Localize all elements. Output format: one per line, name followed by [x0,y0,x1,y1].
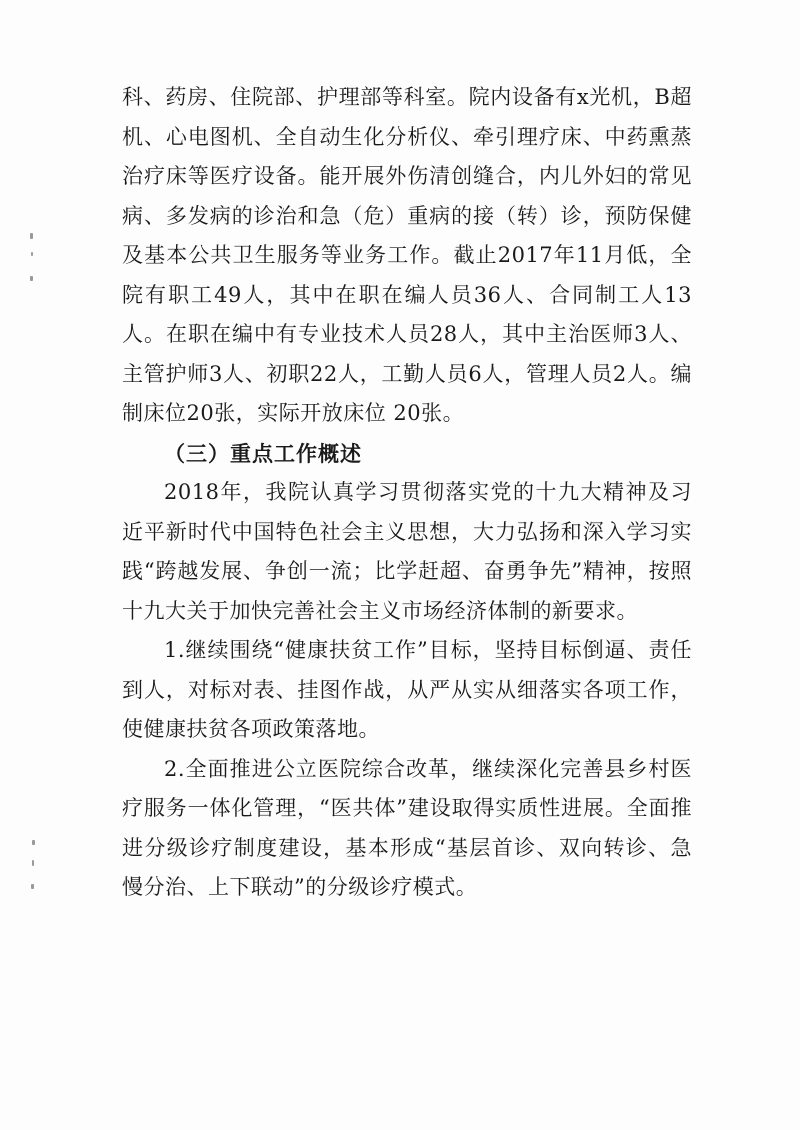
work-item-1: 1.继续围绕“健康扶贫工作”目标，坚持目标倒逼、责任到人，对标对表、挂图作战，从严从实从细落实各项工作，使健康扶贫各项政策落地。 [122,638,692,741]
work-item-2: 2.全面推进公立医院综合改革，继续深化完善县乡村医疗服务一体化管理，“医共体”建设取得实质性进展。全面推进分级诊疗制度建设，基本形成“基层首诊、双向转诊、急慢分治、上下联动”的分级诊疗模式。 [122,756,692,899]
scan-mark [32,840,35,845]
intro-paragraph: 2018年，我院认真学习贯彻落实党的十九大精神及习近平新时代中国特色社会主义思想，大力弘扬和深入学习实践“跨越发展、争创一流；比学赶超、奋勇争先”精神，按照十九大关于加快完善社会主义市场经济体制的新要求。 [122,480,692,623]
hospital-overview-paragraph: 科、药房、住院部、护理部等科室。院内设备有x光机，B超机、心电图机、全自动生化分析仪、牵引理疗床、中药熏蒸治疗床等医疗设备。能开展外伤清创缝合，内儿外妇的常见病、多发病的诊治和急（危）重病的接（转）诊，预防保健及基本公共卫生服务等业务工作。截止2017年11月低，全院有职工49人，其中在职在编人员36人、合同制工人13人。在职在编中有专业技术人员28人，其中主治医师3人、主管护师3人、初职22人，工勤人员6人，管理人员2人。编制床位20张，实际开放床位 20张。 [122,85,692,425]
section-heading: （三）重点工作概述 [164,440,362,466]
scan-mark [32,860,34,866]
scan-mark [30,233,33,239]
document-body [122,78,692,908]
scan-mark [31,252,33,256]
scan-mark [31,884,34,889]
scan-mark [30,276,33,281]
